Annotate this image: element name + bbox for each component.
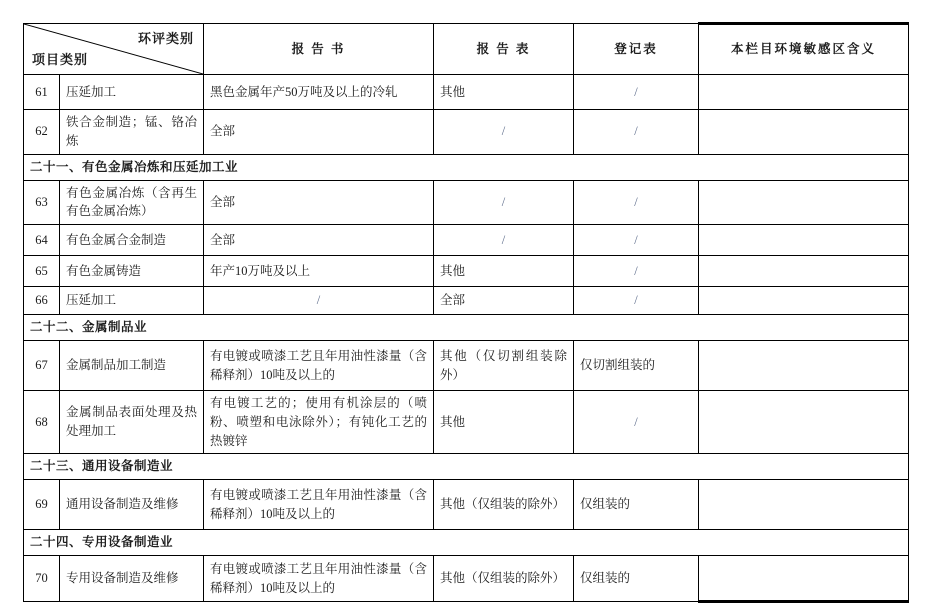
row-number-cell: 67: [24, 341, 60, 391]
report-form-cell: 其他（仅切割组装除外）: [434, 341, 574, 391]
report-form-cell: 其他（仅组装的除外）: [434, 556, 574, 602]
registration-form-cell: /: [574, 110, 699, 155]
report-book-cell: 全部: [204, 225, 434, 256]
row-number-cell: 66: [24, 287, 60, 315]
category-cell: 铁合金制造；锰、铬冶炼: [60, 110, 204, 155]
report-form-cell: /: [434, 180, 574, 225]
sensitive-area-cell: [699, 341, 909, 391]
registration-form-cell: /: [574, 391, 699, 454]
report-book-cell: 有电镀工艺的；使用有机涂层的（喷粉、喷塑和电泳除外）；有钝化工艺的热镀锌: [204, 391, 434, 454]
section-title: 二十四、专用设备制造业: [24, 530, 909, 556]
corner-label-project-category: 项目类别: [32, 51, 89, 67]
sensitive-area-cell: [699, 256, 909, 287]
report-book-cell: 有电镀或喷漆工艺且年用油性漆量（含稀释剂）10吨及以上的: [204, 341, 434, 391]
registration-form-cell: 仅组装的: [574, 556, 699, 602]
report-book-cell: 全部: [204, 180, 434, 225]
row-number-cell: 61: [24, 75, 60, 110]
table-row: [24, 75, 909, 110]
table-body: [24, 75, 909, 602]
report-form-cell: 其他（仅组装的除外）: [434, 480, 574, 530]
column-header-registration-form: 登记表: [574, 24, 699, 75]
column-header-sensitive-area: 本栏目环境敏感区含义: [699, 24, 909, 75]
category-cell: 金属制品加工制造: [60, 341, 204, 391]
registration-form-cell: 仅组装的: [574, 480, 699, 530]
section-title: 二十二、金属制品业: [24, 315, 909, 341]
report-book-cell: /: [204, 287, 434, 315]
row-number-cell: 64: [24, 225, 60, 256]
report-form-cell: /: [434, 225, 574, 256]
category-cell: 专用设备制造及维修: [60, 556, 204, 602]
report-book-cell: 黑色金属年产50万吨及以上的冷轧: [204, 75, 434, 110]
row-number-cell: 68: [24, 391, 60, 454]
sensitive-area-cell: [699, 75, 909, 110]
report-form-cell: 全部: [434, 287, 574, 315]
registration-form-cell: /: [574, 75, 699, 110]
table-row: [24, 391, 909, 454]
report-book-cell: 有电镀或喷漆工艺且年用油性漆量（含稀释剂）10吨及以上的: [204, 480, 434, 530]
section-row: [24, 315, 909, 341]
category-cell: 金属制品表面处理及热处理加工: [60, 391, 204, 454]
category-cell: 有色金属合金制造: [60, 225, 204, 256]
section-title: 二十三、通用设备制造业: [24, 454, 909, 480]
table-row: [24, 225, 909, 256]
section-title: 二十一、有色金属冶炼和压延加工业: [24, 154, 909, 180]
category-cell: 有色金属铸造: [60, 256, 204, 287]
column-header-report-form: 报 告 表: [434, 24, 574, 75]
report-book-cell: 有电镀或喷漆工艺且年用油性漆量（含稀释剂）10吨及以上的: [204, 556, 434, 602]
table-row: [24, 256, 909, 287]
table-row: [24, 287, 909, 315]
sensitive-area-cell: [699, 391, 909, 454]
section-row: [24, 530, 909, 556]
registration-form-cell: 仅切割组装的: [574, 341, 699, 391]
table-row: [24, 180, 909, 225]
registration-form-cell: /: [574, 180, 699, 225]
category-cell: 压延加工: [60, 75, 204, 110]
sensitive-area-cell: [699, 556, 909, 602]
category-cell: 通用设备制造及维修: [60, 480, 204, 530]
report-book-cell: 年产10万吨及以上: [204, 256, 434, 287]
table-row: [24, 341, 909, 391]
table-left-border-stub: [23, 574, 24, 587]
sensitive-area-cell: [699, 180, 909, 225]
row-number-cell: 70: [24, 556, 60, 602]
column-header-report-book: 报 告 书: [204, 24, 434, 75]
report-form-cell: 其他: [434, 391, 574, 454]
category-cell: 压延加工: [60, 287, 204, 315]
table-row: [24, 556, 909, 602]
row-number-cell: 63: [24, 180, 60, 225]
sensitive-area-cell: [699, 225, 909, 256]
report-form-cell: 其他: [434, 256, 574, 287]
table-row: [24, 480, 909, 530]
registration-form-cell: /: [574, 256, 699, 287]
eia-classification-table: [23, 22, 909, 603]
row-number-cell: 69: [24, 480, 60, 530]
sensitive-area-cell: [699, 287, 909, 315]
header-row: [24, 24, 909, 75]
report-form-cell: /: [434, 110, 574, 155]
section-row: [24, 454, 909, 480]
report-form-cell: 其他: [434, 75, 574, 110]
registration-form-cell: /: [574, 287, 699, 315]
corner-header-cell: [24, 24, 204, 75]
section-row: [24, 154, 909, 180]
registration-form-cell: /: [574, 225, 699, 256]
corner-label-eia-category: 环评类别: [137, 31, 194, 46]
row-number-cell: 62: [24, 110, 60, 155]
report-book-cell: 全部: [204, 110, 434, 155]
sensitive-area-cell: [699, 480, 909, 530]
sensitive-area-cell: [699, 110, 909, 155]
category-cell: 有色金属冶炼（含再生有色金属冶炼）: [60, 180, 204, 225]
table-row: [24, 110, 909, 155]
row-number-cell: 65: [24, 256, 60, 287]
